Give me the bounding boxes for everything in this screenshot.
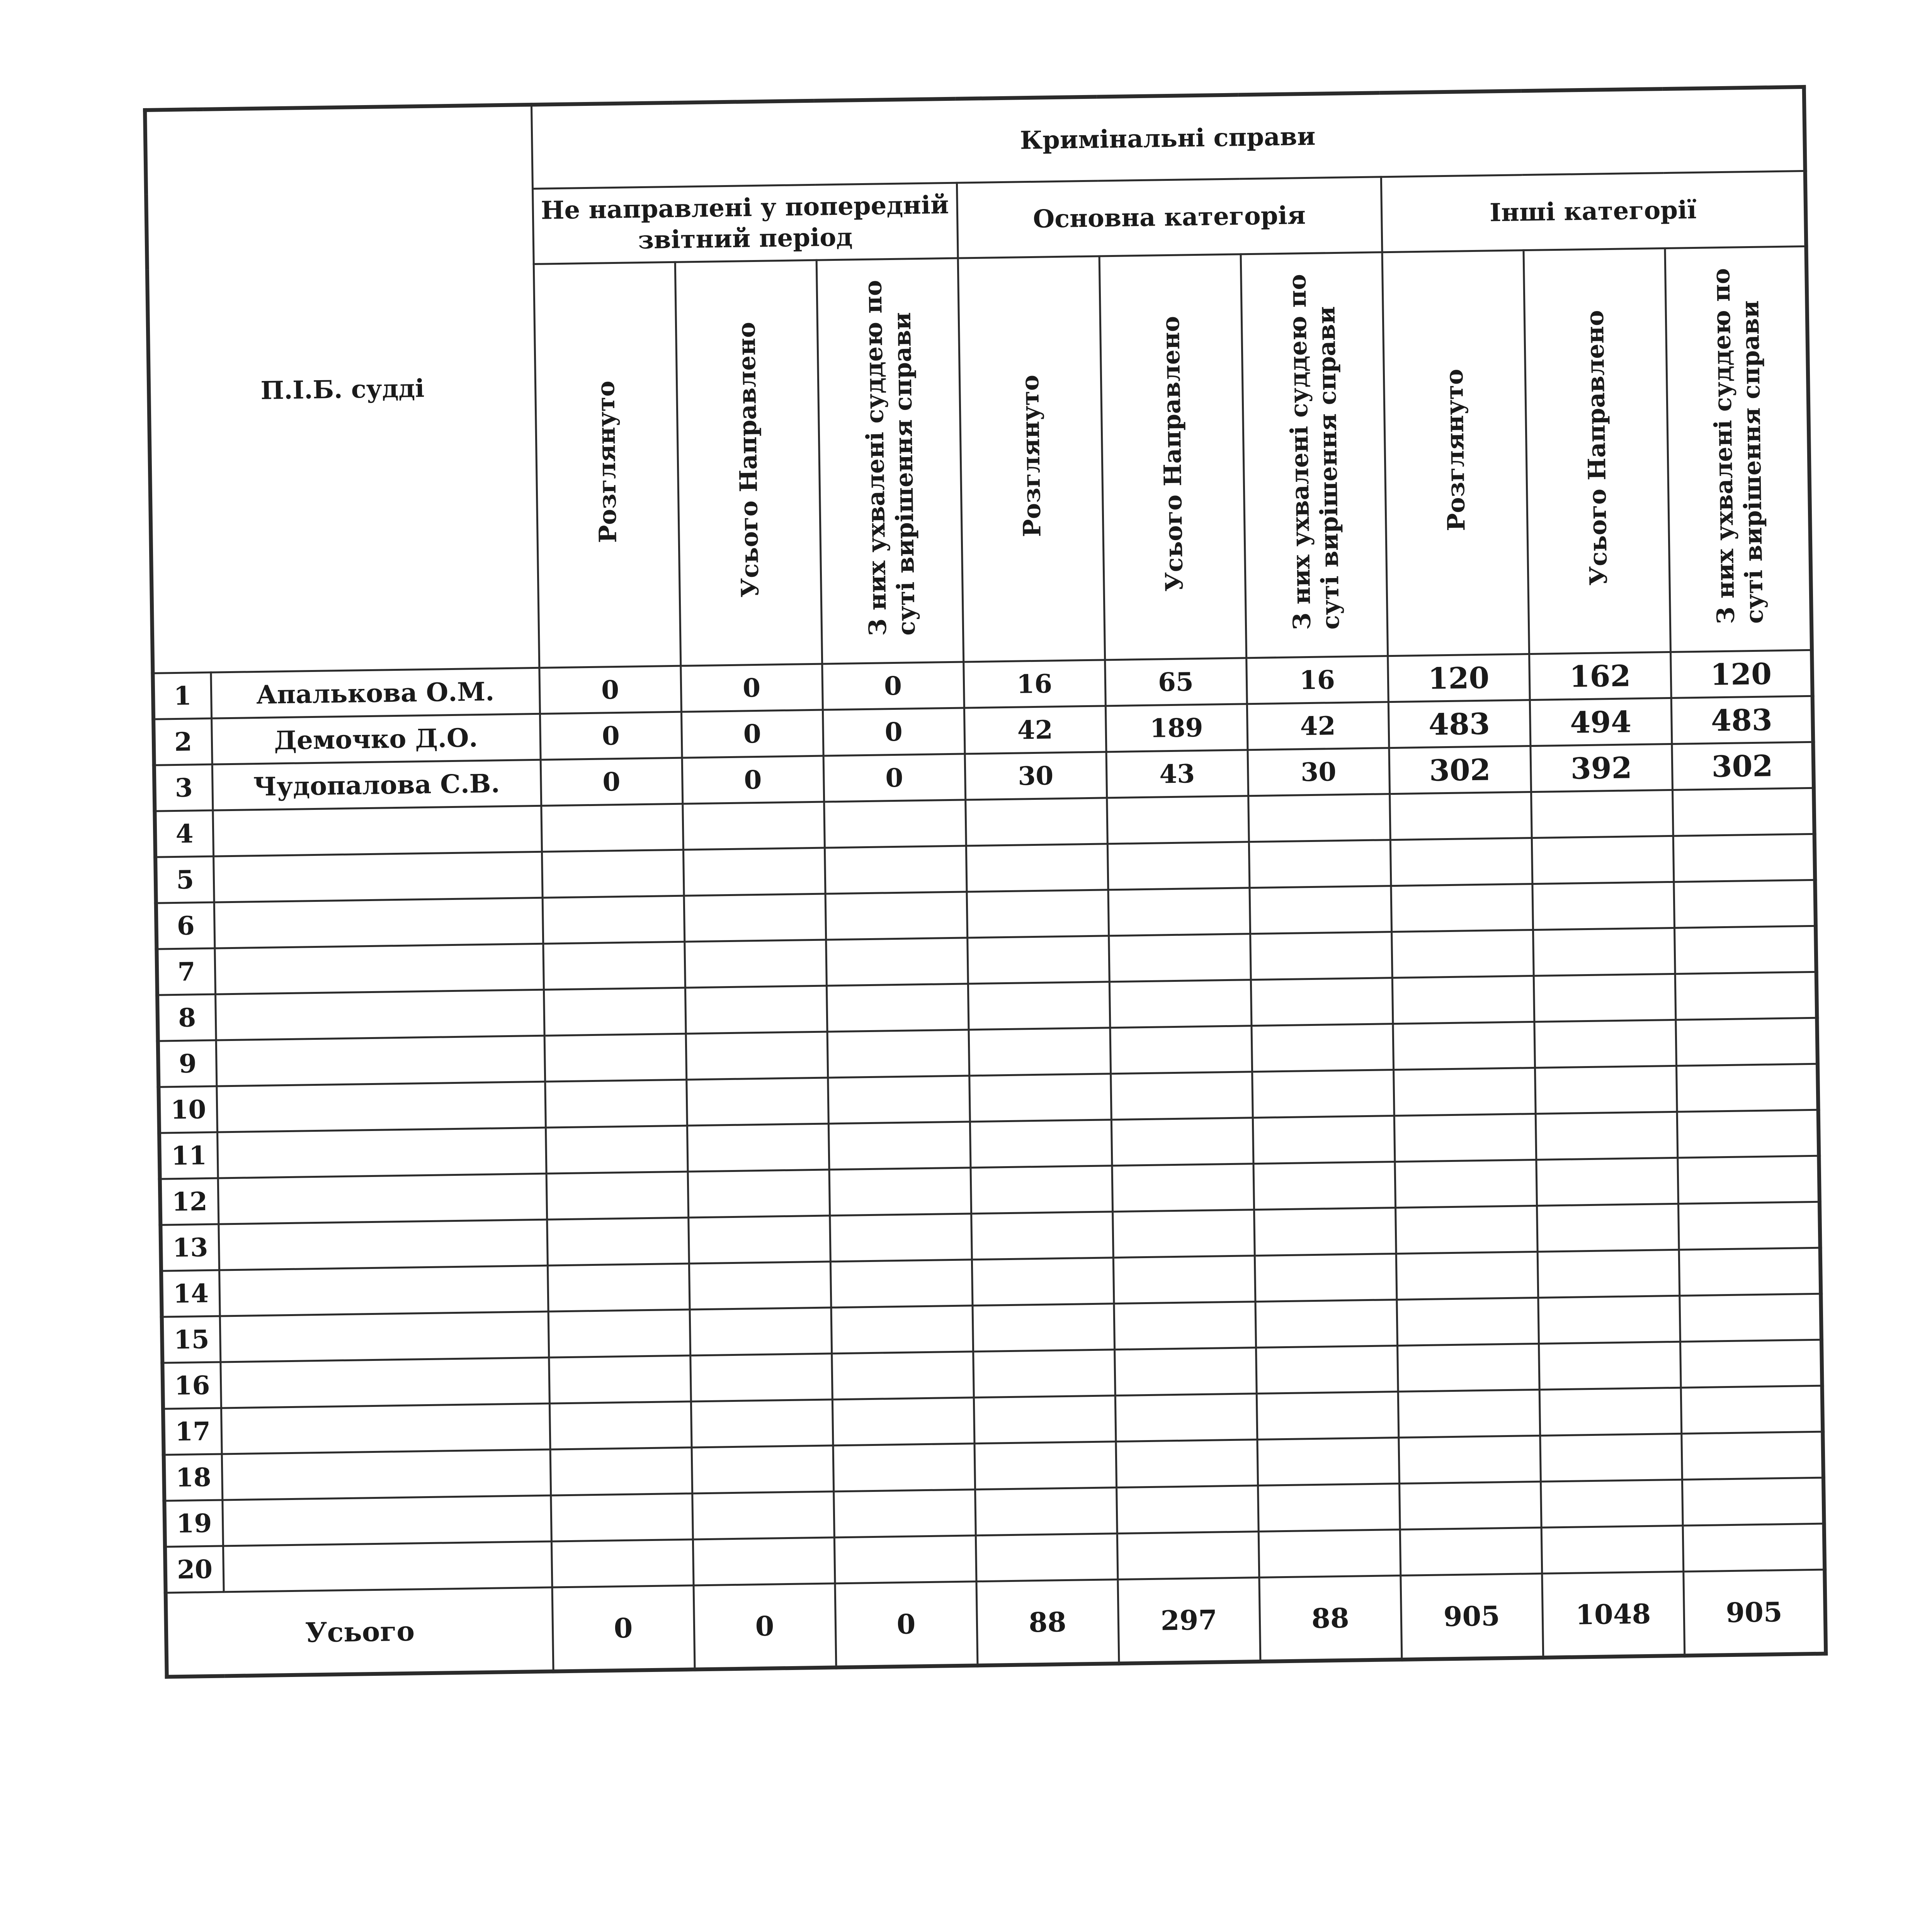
value-cell [830, 1260, 973, 1308]
judge-name [222, 1449, 551, 1500]
value-cell [976, 1534, 1118, 1582]
value-cell [1397, 1344, 1539, 1391]
value-cell [965, 798, 1107, 846]
value-cell [1531, 790, 1673, 838]
value-cell: 16 [1246, 656, 1388, 704]
value-cell [1678, 1202, 1820, 1250]
value-cell [1399, 1481, 1541, 1529]
value-cell: 120 [1670, 650, 1813, 698]
value-cell [1672, 788, 1815, 836]
value-cell: 0 [680, 664, 823, 712]
value-cell [684, 894, 826, 942]
judge-name [221, 1403, 550, 1454]
value-cell [828, 1076, 970, 1124]
judge-name [219, 1265, 548, 1316]
value-cell [1391, 930, 1534, 978]
row-number: 5 [155, 856, 214, 903]
judge-name [220, 1357, 549, 1408]
value-cell [1393, 1022, 1535, 1070]
value-cell: 0 [823, 708, 965, 756]
value-cell: 16 [963, 660, 1105, 708]
value-cell [692, 1446, 834, 1493]
value-cell [548, 1310, 690, 1357]
value-cell [1391, 884, 1533, 932]
value-cell [1107, 842, 1250, 890]
value-cell [690, 1308, 832, 1355]
judge-name [218, 1219, 548, 1270]
value-cell [1255, 1300, 1397, 1348]
judge-name: Апалькова О.М. [211, 668, 540, 718]
value-cell [686, 1032, 828, 1080]
value-cell: 0 [822, 662, 964, 710]
value-cell [684, 940, 827, 988]
value-cell [829, 1168, 971, 1216]
value-cell [1116, 1486, 1259, 1534]
value-cell [1108, 888, 1250, 936]
value-cell [1683, 1524, 1825, 1571]
row-number: 3 [154, 764, 213, 811]
value-cell [1532, 882, 1674, 930]
value-cell [692, 1492, 834, 1539]
total-cell: 88 [1259, 1575, 1401, 1662]
value-cell [1254, 1208, 1396, 1256]
value-cell [1396, 1298, 1539, 1345]
value-cell [1112, 1164, 1254, 1212]
subheader-total-sent: Усього Направлено [1523, 248, 1670, 654]
total-cell: 297 [1117, 1578, 1260, 1664]
row-number: 13 [160, 1224, 219, 1271]
row-number: 1 [153, 672, 211, 719]
value-cell [1680, 1340, 1822, 1388]
value-cell: 392 [1530, 744, 1672, 792]
value-cell [1114, 1348, 1257, 1396]
value-cell: 483 [1671, 696, 1813, 744]
value-cell [1395, 1160, 1537, 1208]
value-cell [974, 1396, 1116, 1444]
value-cell [1111, 1072, 1253, 1120]
value-cell [1252, 1070, 1394, 1118]
total-cell: 0 [694, 1583, 836, 1670]
value-cell [545, 1080, 687, 1128]
value-cell [1107, 796, 1249, 844]
value-cell [549, 1355, 691, 1403]
value-cell [971, 1212, 1113, 1260]
value-cell: 0 [541, 758, 683, 806]
value-cell [1249, 840, 1391, 888]
total-cell: 905 [1400, 1573, 1543, 1660]
value-cell [1676, 1064, 1818, 1112]
value-cell [827, 1030, 969, 1078]
value-cell [831, 1306, 973, 1354]
value-cell [688, 1216, 830, 1264]
value-cell [686, 1078, 828, 1126]
value-cell: 0 [681, 710, 823, 758]
value-cell [688, 1170, 830, 1218]
total-cell: 0 [835, 1582, 977, 1668]
judge-name [217, 1128, 546, 1178]
subheader-decided-on-merits: З них ухвалені суддею по суті вирішення справи [816, 258, 964, 664]
value-cell [966, 844, 1108, 892]
value-cell: 42 [964, 706, 1106, 754]
value-cell [1673, 834, 1815, 882]
value-cell [826, 938, 968, 986]
value-cell [1259, 1529, 1401, 1577]
value-cell [1536, 1112, 1678, 1160]
judge-name [214, 944, 544, 994]
value-cell [1115, 1394, 1257, 1442]
value-cell [1675, 1018, 1818, 1066]
judge-rows [153, 650, 1825, 1593]
subheader-decided-on-merits: З них ухвалені суддею по суті вирішення справи [1241, 252, 1388, 658]
row-number: 7 [156, 948, 215, 995]
value-cell [693, 1537, 835, 1585]
value-cell [967, 936, 1109, 984]
value-cell: 43 [1106, 750, 1248, 798]
judge-name: Демочко Д.О. [211, 714, 541, 764]
criminal-cases-title: Кримінальні справи [531, 87, 1805, 189]
value-cell [1257, 1437, 1399, 1485]
value-cell [1249, 886, 1391, 934]
value-cell [1539, 1342, 1681, 1389]
value-cell: 189 [1105, 704, 1248, 752]
value-cell [1112, 1210, 1255, 1258]
value-cell [547, 1218, 689, 1265]
value-cell [544, 988, 686, 1036]
value-cell [1389, 792, 1532, 840]
value-cell [1393, 1068, 1536, 1116]
value-cell [968, 982, 1110, 1030]
row-number: 4 [155, 810, 213, 857]
value-cell [1532, 836, 1674, 884]
row-number: 9 [158, 1040, 217, 1087]
value-cell [972, 1258, 1114, 1306]
judge-name: Чудопалова С.В. [212, 760, 541, 810]
value-cell [683, 848, 825, 896]
value-cell [1677, 1156, 1820, 1204]
value-cell [1253, 1162, 1395, 1210]
value-cell [1539, 1388, 1682, 1435]
value-cell [974, 1442, 1116, 1490]
value-cell [832, 1352, 974, 1400]
total-cell: 0 [552, 1585, 695, 1672]
value-cell [1110, 1026, 1252, 1074]
value-cell [970, 1166, 1112, 1214]
row-number: 12 [160, 1178, 219, 1225]
value-cell [1111, 1118, 1253, 1166]
value-cell [827, 984, 969, 1032]
value-cell [548, 1264, 690, 1311]
value-cell [1533, 928, 1675, 976]
total-label: Усього [166, 1587, 553, 1677]
value-cell [1117, 1532, 1259, 1580]
value-cell [689, 1262, 831, 1310]
value-cell [1534, 974, 1676, 1022]
value-cell: 65 [1105, 658, 1247, 706]
value-cell [969, 1074, 1111, 1122]
judge-name [213, 806, 542, 856]
row-number: 18 [164, 1454, 223, 1501]
value-cell [1538, 1296, 1680, 1344]
value-cell [825, 846, 967, 894]
judge-name [214, 898, 543, 948]
value-cell [1114, 1302, 1256, 1350]
value-cell: 162 [1529, 652, 1671, 700]
value-cell [685, 986, 827, 1034]
judge-name [216, 1082, 546, 1132]
value-cell [687, 1124, 829, 1172]
value-cell [1681, 1386, 1823, 1434]
value-cell [828, 1122, 971, 1170]
row-number: 20 [165, 1546, 224, 1593]
subheader-reviewed: Розглянуто [1382, 250, 1529, 656]
value-cell [543, 942, 685, 990]
value-cell [1251, 1024, 1393, 1072]
judge-name [218, 1173, 547, 1224]
report-sheet [143, 85, 1827, 1719]
subheader-reviewed: Розглянуто [534, 262, 681, 668]
value-cell: 0 [682, 756, 824, 804]
subheader-decided-on-merits: З них ухвалені суддею по суті вирішення справи [1665, 246, 1812, 652]
value-cell [1536, 1158, 1678, 1206]
value-cell [551, 1493, 693, 1541]
value-cell [1257, 1391, 1399, 1439]
group-main-category-header: Основна категорія [957, 177, 1382, 258]
row-number: 10 [158, 1086, 217, 1133]
value-cell [832, 1398, 975, 1446]
value-cell: 42 [1247, 702, 1389, 750]
value-cell: 120 [1388, 654, 1530, 702]
value-cell: 494 [1530, 698, 1672, 746]
subheader-total-sent: Усього Направлено [1099, 254, 1247, 660]
value-cell [1255, 1254, 1397, 1302]
row-number: 19 [164, 1500, 223, 1547]
value-cell: 302 [1672, 742, 1814, 790]
value-cell [1541, 1526, 1684, 1573]
group-not-sent-header: Не направлені у попередній звітний період [532, 183, 958, 264]
row-number: 15 [162, 1316, 221, 1363]
subheader-reviewed: Розглянуто [958, 256, 1105, 662]
value-cell [1256, 1345, 1398, 1393]
value-cell [1541, 1480, 1683, 1527]
value-cell [1673, 880, 1816, 928]
value-cell [1109, 980, 1252, 1028]
value-cell [972, 1304, 1114, 1352]
row-number: 11 [159, 1132, 218, 1179]
value-cell [1679, 1248, 1821, 1296]
value-cell [975, 1488, 1117, 1536]
judge-name [215, 990, 544, 1040]
value-cell [967, 890, 1109, 938]
total-cell: 905 [1683, 1570, 1826, 1656]
value-cell [833, 1444, 975, 1492]
judge-name-header: П.І.Б. судді [145, 105, 539, 673]
value-cell [970, 1120, 1112, 1168]
subheader-total-sent: Усього Направлено [675, 260, 822, 666]
value-cell [546, 1172, 689, 1219]
value-cell [549, 1401, 692, 1449]
value-cell [551, 1539, 694, 1587]
value-cell [824, 800, 966, 848]
value-cell [682, 802, 825, 850]
value-cell [1113, 1256, 1255, 1304]
judge-name [223, 1541, 552, 1592]
judge-name [216, 1036, 545, 1086]
value-cell [1109, 934, 1251, 982]
value-cell: 0 [823, 754, 966, 802]
value-cell [1394, 1114, 1536, 1162]
value-cell [544, 1034, 687, 1082]
value-cell [833, 1490, 976, 1537]
judge-name [220, 1311, 549, 1362]
value-cell [1540, 1434, 1682, 1481]
value-cell [973, 1350, 1115, 1398]
value-cell [1398, 1389, 1540, 1437]
value-cell [691, 1400, 833, 1447]
row-number: 6 [156, 902, 215, 949]
value-cell: 30 [1247, 748, 1389, 796]
value-cell [546, 1126, 688, 1173]
row-number: 17 [163, 1408, 222, 1455]
row-number: 16 [162, 1362, 221, 1409]
value-cell [1390, 838, 1532, 886]
value-cell [543, 896, 685, 944]
value-cell [1251, 978, 1393, 1026]
value-cell [830, 1214, 972, 1262]
value-cell [1116, 1440, 1258, 1488]
value-cell [1248, 794, 1390, 842]
value-cell [1400, 1527, 1542, 1575]
value-cell [1679, 1294, 1821, 1342]
value-cell [1395, 1206, 1537, 1253]
value-cell [1396, 1252, 1538, 1299]
value-cell [550, 1447, 692, 1495]
value-cell [542, 850, 684, 898]
value-cell [1534, 1020, 1676, 1068]
value-cell [834, 1536, 976, 1583]
judge-name [222, 1495, 551, 1546]
value-cell [1677, 1110, 1819, 1158]
value-cell [1675, 972, 1817, 1020]
value-cell [1537, 1204, 1679, 1252]
value-cell [825, 892, 968, 940]
value-cell [969, 1028, 1111, 1076]
value-cell [1258, 1483, 1400, 1531]
row-number: 14 [161, 1270, 220, 1317]
group-other-categories-header: Інші категорії [1381, 171, 1806, 252]
criminal-cases-table [143, 85, 1828, 1679]
value-cell [1398, 1435, 1541, 1483]
value-cell [1682, 1478, 1824, 1526]
value-cell [690, 1354, 832, 1401]
value-cell: 0 [540, 712, 682, 760]
row-number: 2 [153, 718, 212, 765]
value-cell: 483 [1388, 700, 1531, 748]
value-cell: 0 [539, 666, 681, 714]
total-cell: 88 [976, 1580, 1119, 1666]
value-cell [1537, 1250, 1680, 1298]
value-cell [1535, 1066, 1677, 1114]
value-cell [1674, 926, 1816, 974]
value-cell: 30 [965, 752, 1107, 800]
judge-name [213, 852, 543, 902]
row-number: 8 [157, 994, 216, 1041]
value-cell [1681, 1432, 1823, 1480]
value-cell [1253, 1116, 1395, 1164]
value-cell: 302 [1389, 746, 1531, 794]
value-cell [1250, 932, 1392, 980]
total-cell: 1048 [1542, 1571, 1684, 1658]
value-cell [541, 804, 683, 852]
value-cell [1392, 976, 1534, 1024]
